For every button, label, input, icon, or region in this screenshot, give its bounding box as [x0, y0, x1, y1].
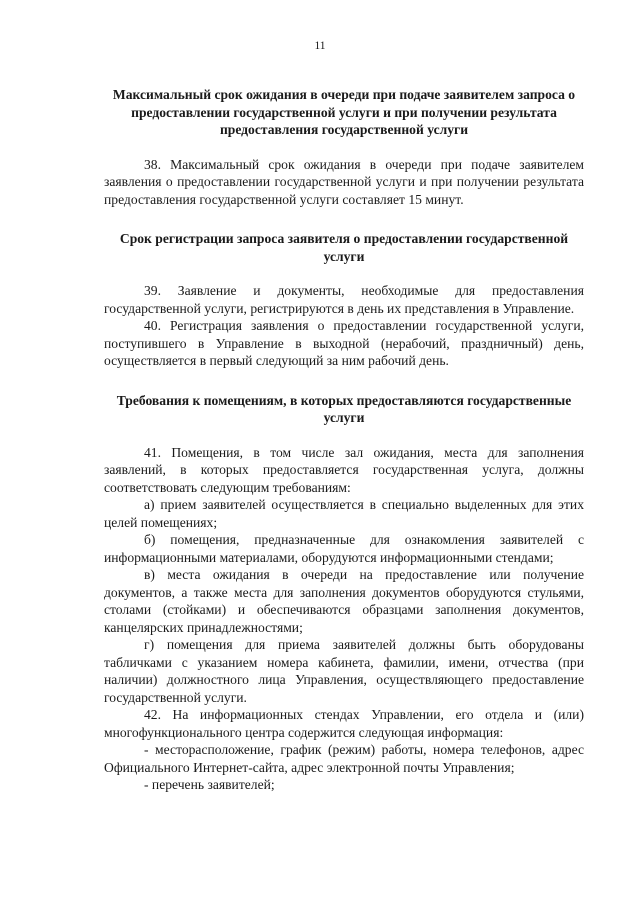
list-item-location-schedule: - месторасположение, график (режим) работы, номера телефонов, адрес Официального Интернет-сайта, адрес электронной почты Управления; [104, 742, 584, 775]
paragraph-38: 38. Максимальный срок ожидания в очереди при подаче заявителем заявления о предоставлении государственной услуги и при получении результата предоставления государственной услуги составляет 15 минут. [104, 156, 584, 207]
paragraph-41-g: г) помещения для приема заявителей должны быть оборудованы табличками с указанием номера кабинета, фамилии, имени, отчества (при наличии) должностного лица Управления, осуществляющего предоставление государственной услуги. [104, 637, 584, 705]
paragraph-39: 39. Заявление и документы, необходимые для предоставления государственной услуги, регистрируются в день их представления в Управление. [104, 283, 584, 316]
section-heading-registration: Срок регистрации запроса заявителя о предоставлении государственной услуги [119, 231, 569, 264]
paragraph-41-b: б) помещения, предназначенные для ознакомления заявителей с информационными материалами, оборудуются информационными стендами; [104, 532, 584, 565]
list-item-applicants: - перечень заявителей; [144, 777, 275, 792]
paragraph-40: 40. Регистрация заявления о предоставлении государственной услуги, поступившего в Управление в выходной (нерабочий, праздничный) день, осуществляется в первый следующий за ним рабочий день. [104, 318, 584, 368]
paragraph-41-v: в) места ожидания в очереди на предоставление или получение документов, а также места для заполнения документов оборудуются стульями, столами (стойками) и обеспечиваются образцами заполнения документов, канцелярских принадлежностями; [104, 567, 584, 635]
section-heading-waiting-time: Максимальный срок ожидания в очереди при подаче заявителем запроса о предоставлении государственной услуги и при получении результата предоставления государственной услуги [112, 87, 576, 137]
paragraph-41-a: а) прием заявителей осуществляется в специально выделенных для этих целей помещениях; [104, 497, 584, 530]
paragraph-42: 42. На информационных стендах Управлении, его отдела и (или) многофункционального центра содержится следующая информация: [104, 707, 584, 740]
document-body [104, 86, 584, 794]
page-number: 11 [314, 40, 326, 52]
paragraph-41: 41. Помещения, в том числе зал ожидания, места для заполнения заявлений, в которых предоставляется государственная услуга, должны соответствовать следующим требованиям: [104, 444, 584, 495]
section-heading-premises: Требования к помещениям, в которых предоставляются государственные услуги [116, 392, 572, 425]
